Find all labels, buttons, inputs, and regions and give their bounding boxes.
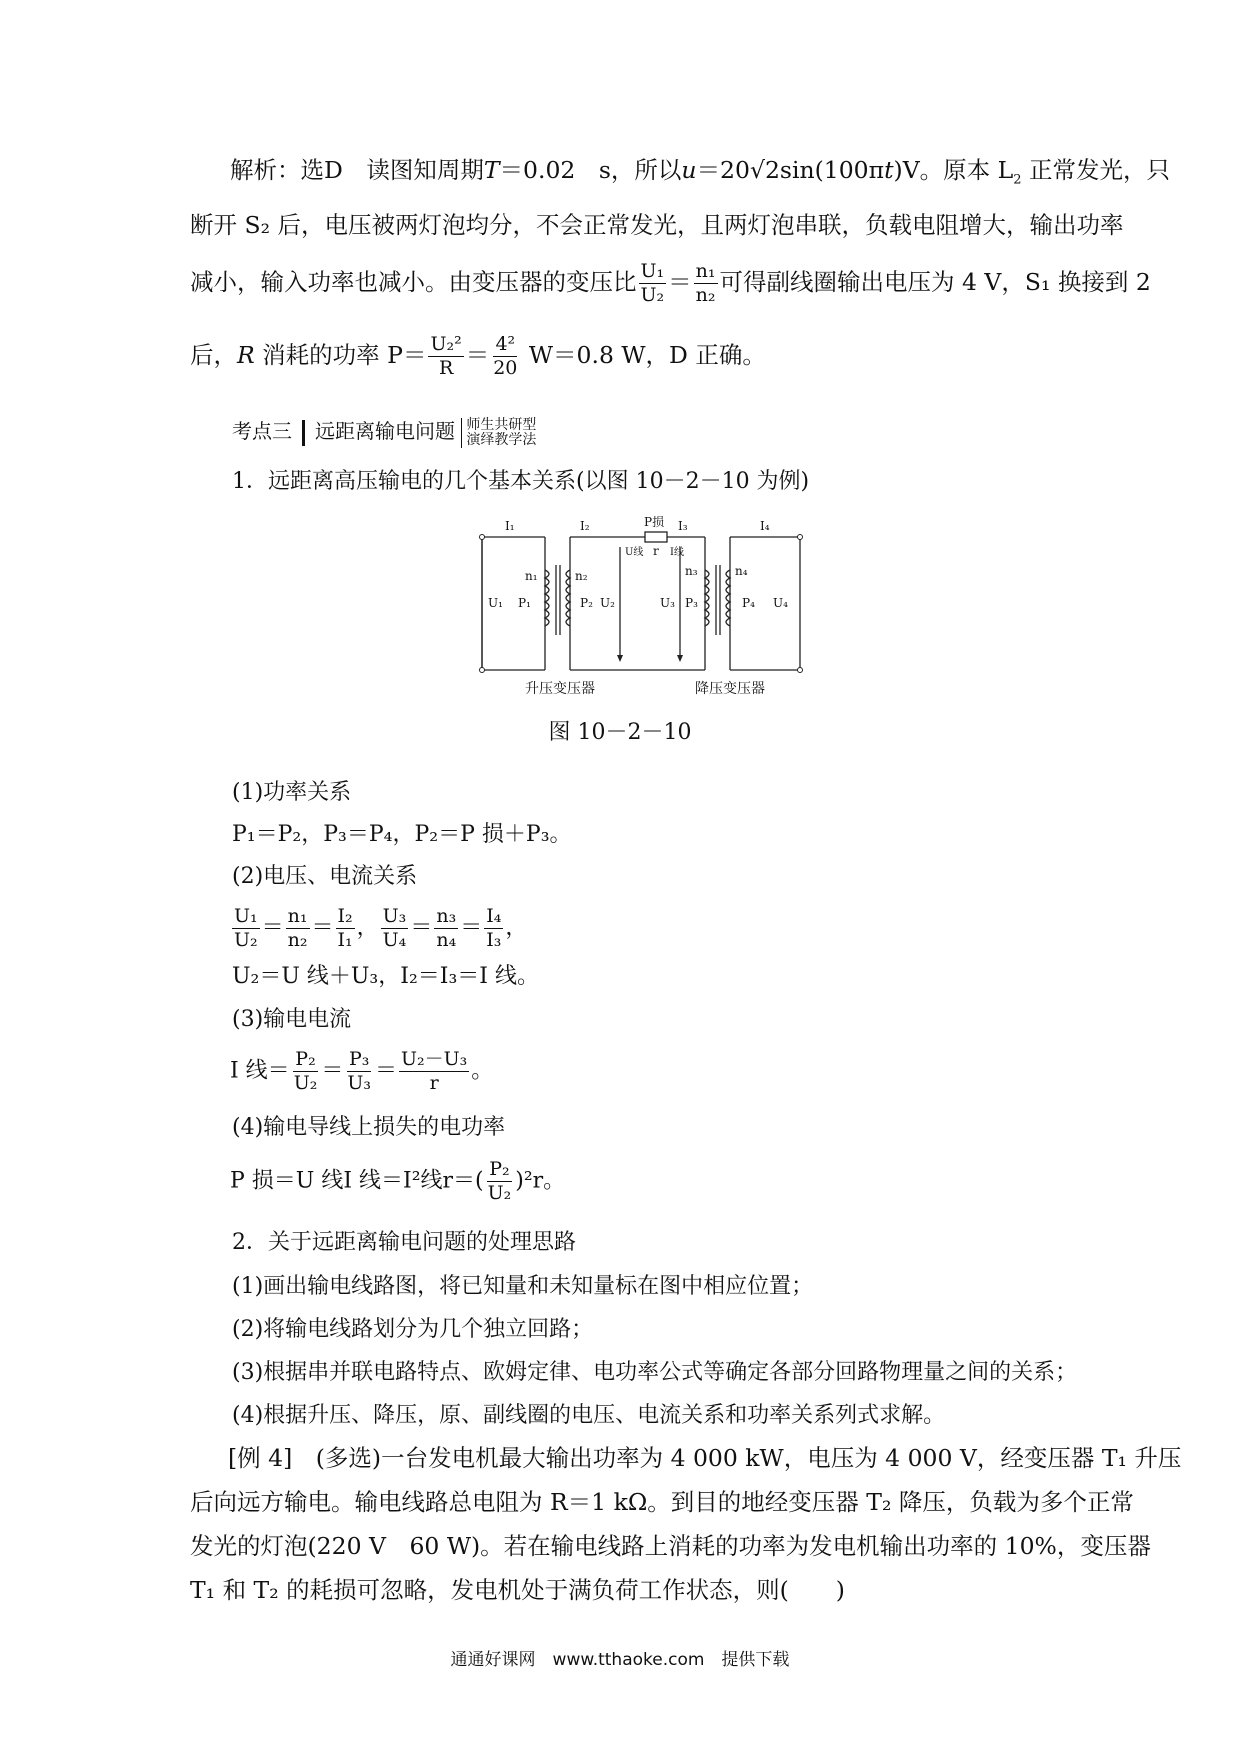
frac <box>336 907 355 950</box>
label-u1: U₁ <box>488 596 503 610</box>
item1-heading: 1．远距离高压输电的几个基本关系(以图 10－2－10 为例) <box>232 469 810 494</box>
frac-num: U₁ <box>234 905 258 927</box>
frac-num: U₂² <box>430 333 462 355</box>
analysis-line-4 <box>190 335 766 378</box>
rel1-title: (1)功率关系 <box>232 780 352 805</box>
label-n1: n₁ <box>525 569 538 583</box>
analysis-text: 可得副线圈输出电压为 4 V，S₁ 换接到 2 <box>719 268 1151 296</box>
frac-num: I₂ <box>337 905 353 927</box>
item2-heading: 2．关于远距离输电问题的处理思路 <box>232 1230 576 1255</box>
frac-den: n₄ <box>436 929 457 951</box>
analysis-text: 正常发光，只 <box>1021 156 1171 184</box>
analysis-line-1 <box>230 155 1170 196</box>
rel2-fractions: $\frac{\text{U₁}}{\text{U₂}}$ ＝ $\frac{\text{n₁}}{\text{n₂}}$ ＝ $\frac{\text{I₂}}{\text{I₁}}$ ， $\frac{\text{U₃}}{\text{U₄}}$ ＝ $\frac{\text{n₃}}{\text{n₄}}$ ＝ $\frac{\text{I₄}}{\text{I₃}}$ ， <box>234 905 528 951</box>
section-divider <box>302 420 305 446</box>
item2-step-4: (4)根据升压、降压，原、副线圈的电压、电流关系和功率关系列式求解。 <box>232 1403 946 1428</box>
label-ploss: P损 <box>644 515 665 529</box>
frac-num: n₁ <box>695 260 716 282</box>
section-title: 远距离输电问题 <box>315 419 455 443</box>
label-n2: n₂ <box>575 569 588 583</box>
fraction-u2sq-r <box>428 335 463 378</box>
label-r: r <box>653 544 659 558</box>
example-line-2: 后向远方输电。输电线路总电阻为 R＝1 kΩ。到目的地经变压器 T₂ 降压，负载为多个正常 <box>190 1488 1134 1516</box>
label-u3: U₃ <box>660 596 675 610</box>
analysis-var: T <box>483 156 500 184</box>
label-uline: U线 <box>625 547 644 558</box>
section-number: 考点三 <box>232 419 292 443</box>
label-n4: n₄ <box>735 564 748 578</box>
item2-step-3: (3)根据串并联电路特点、欧姆定律、电功率公式等确定各部分回路物理量之间的关系； <box>232 1360 1078 1385</box>
analysis-line-2: 断开 S₂ 后，电压被两灯泡均分，不会正常发光，且两灯泡串联，负载电阻增大，输出功率 <box>190 211 1124 239</box>
frac-num: U₂－U₃ <box>401 1048 468 1070</box>
frac-den: U₄ <box>382 929 407 951</box>
example-line-4: T₁ 和 T₂ 的耗损可忽略，发电机处于满负荷工作状态，则( ) <box>190 1576 845 1604</box>
analysis-text: 后， <box>190 341 237 369</box>
label-i2: I₂ <box>580 519 590 533</box>
section-tag <box>461 418 536 448</box>
rel4-eq <box>230 1160 565 1203</box>
frac <box>381 907 409 950</box>
rel2-title: (2)电压、电流关系 <box>232 864 418 889</box>
analysis-text: 解析：选D 读图知周期 <box>230 156 484 184</box>
rel3-lhs: I 线＝ <box>230 1058 290 1084</box>
frac-num: n₃ <box>436 905 457 927</box>
rel4-b: )²r。 <box>515 1168 566 1194</box>
page-footer: 通通好课网 www.tthaoke.com 提供下载 <box>450 1650 790 1670</box>
figure-caption: 图 10－2－10 <box>548 720 692 745</box>
analysis-text: ＝0.02 s，所以 <box>499 156 682 184</box>
analysis-line-3 <box>190 262 1151 305</box>
frac <box>232 907 260 950</box>
tag-line-1: 师生共研型 <box>466 416 537 433</box>
analysis-text: 消耗的功率 P＝ <box>254 341 427 369</box>
analysis-sub: 2 <box>1013 172 1022 188</box>
frac-num: U₃ <box>382 905 407 927</box>
fraction-n1-n2 <box>694 262 718 305</box>
equals: ＝ <box>668 268 692 296</box>
frac <box>484 907 503 950</box>
label-p2: P₂ <box>580 596 593 610</box>
label-n3: n₃ <box>685 564 698 578</box>
transmission-diagram <box>470 515 820 700</box>
label-p4: P₄ <box>742 596 755 610</box>
label-step-down: 降压变压器 <box>695 681 765 697</box>
frac-den: U₃ <box>347 1072 371 1094</box>
analysis-text: 减小，输入功率也减小。由变压器的变压比 <box>190 268 637 296</box>
tag-line-2: 演绎教学法 <box>466 431 537 448</box>
label-i3: I₃ <box>678 519 688 533</box>
analysis-var: u <box>681 156 697 184</box>
rel4-a: P 损＝U 线I 线＝I²线r＝( <box>230 1168 484 1194</box>
example-line-3: 发光的灯泡(220 V 60 W)。若在输电线路上消耗的功率为发电机输出功率的 10%，变压器 <box>190 1532 1151 1560</box>
frac <box>286 907 310 950</box>
label-p3: P₃ <box>685 596 698 610</box>
item2-step-1: (1)画出输电线路图，将已知量和未知量标在图中相应位置； <box>232 1274 814 1299</box>
item2-step-2: (2)将输电线路划分为几个独立回路； <box>232 1317 594 1342</box>
label-u2: U₂ <box>600 596 615 610</box>
analysis-text: W＝0.8 W，D 正确。 <box>521 341 766 369</box>
equals: ＝ <box>465 341 490 369</box>
label-p1: P₁ <box>518 596 531 610</box>
frac <box>292 1050 320 1093</box>
frac <box>345 1050 373 1093</box>
analysis-text: ＝20√2sin(100π <box>696 156 885 184</box>
section-header <box>232 416 536 448</box>
rel4-title: (4)输电导线上损失的电功率 <box>232 1115 506 1140</box>
frac-num: P₃ <box>348 1048 370 1070</box>
label-iline: I线 <box>670 547 684 558</box>
frac-num: P₂ <box>489 1158 510 1180</box>
frac-den: n₂ <box>695 284 716 306</box>
rel1-eq: P₁＝P₂，P₃＝P₄，P₂＝P 损＋P₃。 <box>232 822 572 847</box>
frac-den: r <box>429 1072 439 1094</box>
frac-den: U₂ <box>293 1072 318 1094</box>
example-line-1: [例 4] (多选)一台发电机最大输出功率为 4 000 kW，电压为 4 000 V，经变压器 T₁ 升压 <box>228 1444 1182 1472</box>
rel2-eq2: U₂＝U 线＋U₃，I₂＝I₃＝I 线。 <box>232 964 539 989</box>
frac-den: U₂ <box>234 929 258 951</box>
label-i1: I₁ <box>505 519 515 533</box>
frac-den: 20 <box>493 357 518 379</box>
frac-den: I₁ <box>337 929 353 951</box>
frac-den: U₂ <box>640 284 665 306</box>
label-u4: U₄ <box>773 596 788 610</box>
frac-num: U₁ <box>640 260 665 282</box>
frac-den: U₂ <box>487 1182 512 1204</box>
label-i4: I₄ <box>760 519 770 533</box>
frac-den: R <box>438 357 454 379</box>
rel3-title: (3)输电电流 <box>232 1007 352 1032</box>
rel3-eq: I 线＝ $\frac{\text{P₂}}{\text{U₂}}$ ＝ $\frac{\text{P₃}}{\text{U₃}}$ ＝ $\frac{\text{U₂－U₃}}{r}$ 。 <box>230 1048 494 1094</box>
frac <box>399 1050 469 1093</box>
analysis-var: t <box>884 156 894 184</box>
fraction-16-20 <box>491 335 519 378</box>
frac-num: 4² <box>495 333 516 355</box>
frac-num: n₁ <box>287 905 308 927</box>
frac-den: n₂ <box>287 929 308 951</box>
label-step-up: 升压变压器 <box>525 681 595 697</box>
frac <box>486 1160 514 1203</box>
analysis-text: )V。原本 L <box>893 156 1014 184</box>
rel3-end: 。 <box>471 1058 494 1084</box>
analysis-var: R <box>237 341 255 369</box>
fraction-u1-u2 <box>639 262 667 305</box>
frac-num: P₂ <box>295 1048 316 1070</box>
frac-den: I₃ <box>486 929 502 951</box>
frac <box>434 907 458 950</box>
frac-num: I₄ <box>486 905 502 927</box>
